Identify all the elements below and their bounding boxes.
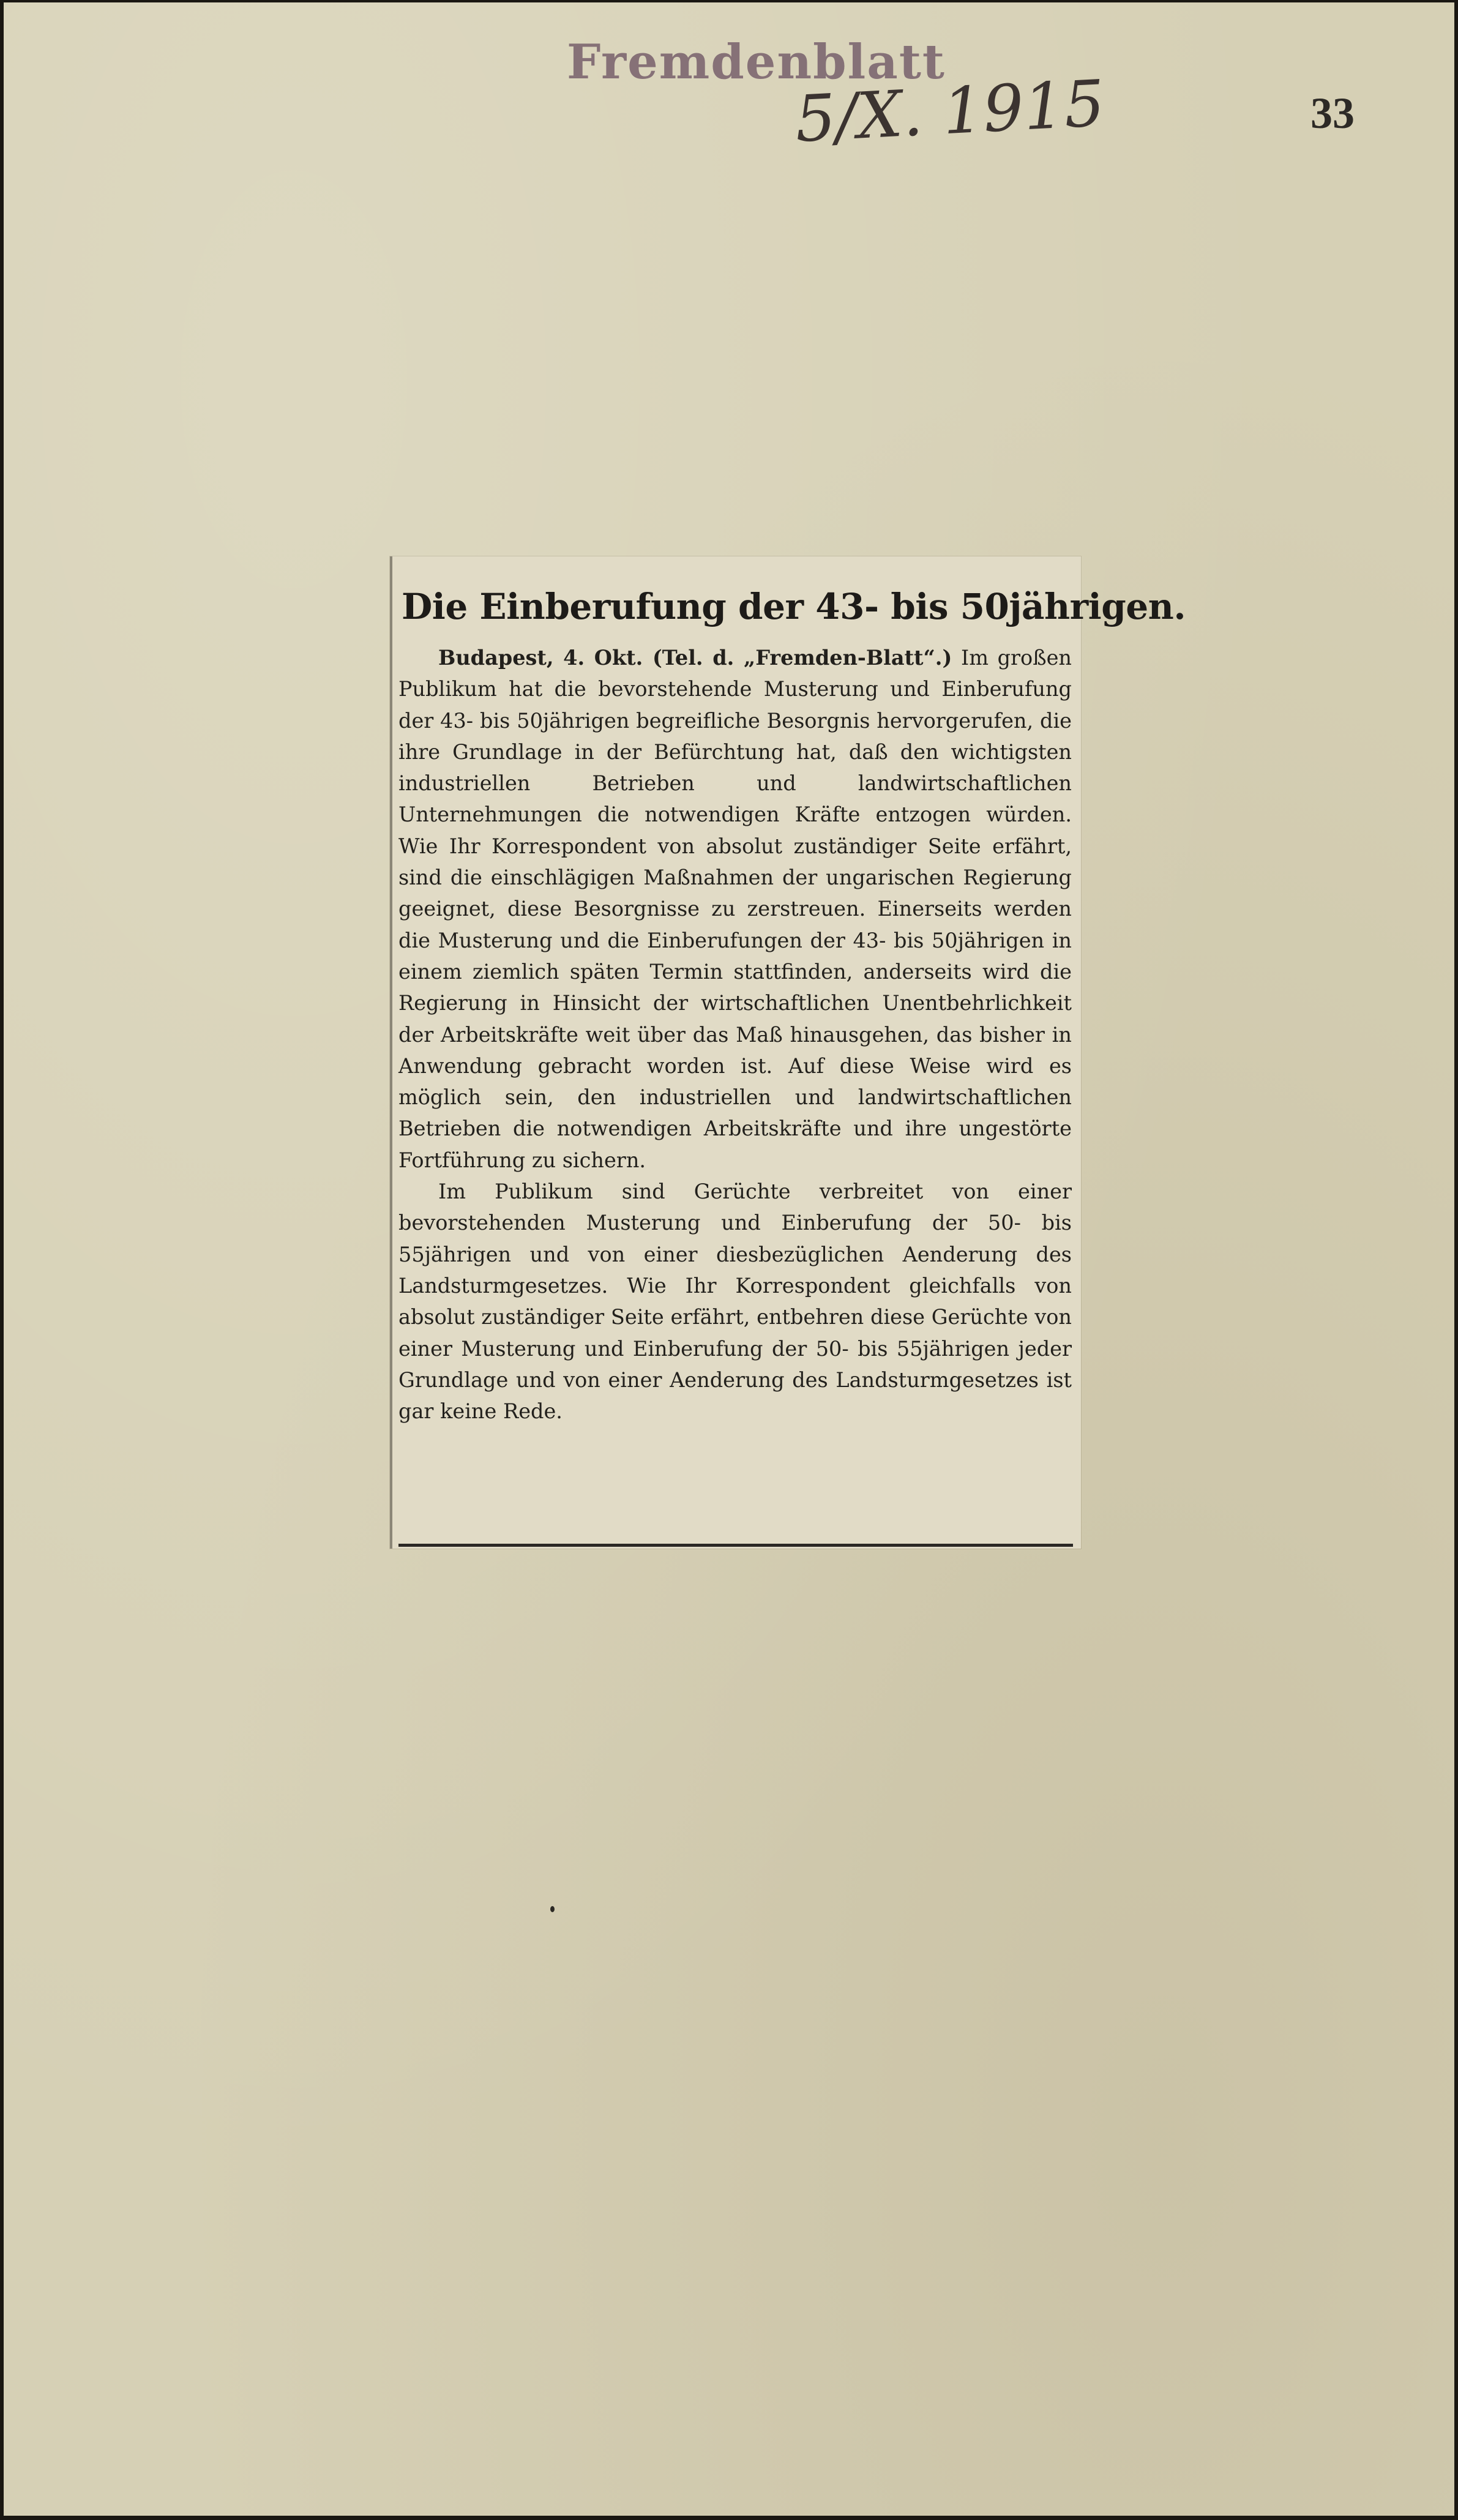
article-body bbox=[398, 642, 1072, 1427]
handwritten-date: 5/X. 1915 bbox=[793, 65, 1107, 157]
article-headline: Die Einberufung der 43- bis 50jährigen. bbox=[402, 586, 1186, 627]
closing-rule bbox=[398, 1544, 1073, 1547]
archive-page bbox=[4, 2, 1454, 2516]
newspaper-stamp: Fremdenblatt bbox=[567, 34, 946, 90]
paragraph-text: Im großen Publikum hat die bevorstehende Musterung und Einberufung der 43- bis 50jährigen begreifliche Besorgnis hervorgerufen, die ihre Grundlage in der Befürchtung hat, daß den wichtigsten industriellen Betrieben und landwirtschaftlichen Unternehmungen die notwendigen Kräfte entzogen würden. Wie Ihr Korrespondent von absolut zuständiger Seite erfährt, sind die einschlägigen Maßnahmen der ungarischen Regierung geeignet, diese Besorgnisse zu zerstreuen. Einerseits werden die Musterung und die Einberufungen der 43- bis 50jährigen in einem ziemlich späten Termin stattfinden, anderseits wird die Regierung in Hinsicht der wirtschaftlichen Unentbehrlichkeit der Arbeitskräfte weit über das Maß hinausgehen, das bisher in Anwendung gebracht worden ist. Auf diese Weise wird es möglich sein, den industriellen und landwirtschaftlichen Betrieben die notwendigen Arbeitskräfte und ihre ungestörte Fortführung zu sichern. bbox=[398, 646, 1072, 1172]
newspaper-clipping bbox=[390, 556, 1186, 1549]
paper-speck bbox=[550, 1906, 555, 1912]
article-paragraph bbox=[398, 1176, 1072, 1427]
page-number: 33 bbox=[1310, 89, 1355, 138]
article-paragraph bbox=[398, 642, 1072, 1176]
article-dateline: Budapest, 4. Okt. (Tel. d. „Fremden-Blatt“.) bbox=[438, 646, 952, 670]
paragraph-text: Im Publikum sind Gerüchte verbreitet von einer bevorstehenden Musterung und Einberufung der 50- bis 55jährigen und von einer diesbezüglichen Aenderung des Landsturmgesetzes. Wie Ihr Korrespondent gleichfalls von absolut zuständiger Seite erfährt, entbehren diese Gerüchte von einer Musterung und Einberufung der 50- bis 55jährigen jeder Grundlage und von einer Aenderung des Landsturmgesetzes ist gar keine Rede. bbox=[398, 1180, 1072, 1424]
